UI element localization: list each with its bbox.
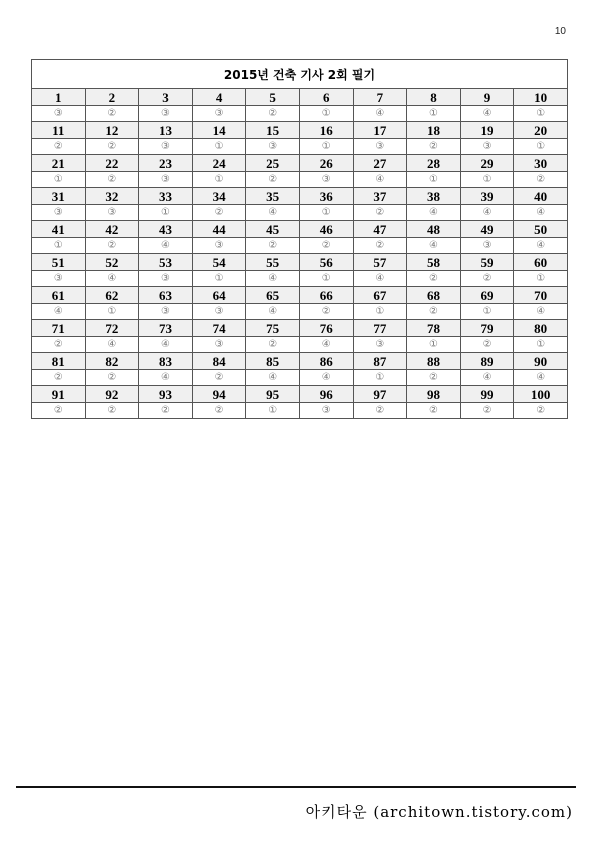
answer-cell: ③ (192, 106, 246, 122)
question-number: 84 (192, 353, 246, 370)
table-title: 2015년 건축 기사 2회 필기 (32, 60, 568, 89)
question-number: 40 (514, 188, 568, 205)
answer-cell: ③ (460, 238, 514, 254)
answer-cell: ③ (85, 205, 139, 221)
question-number: 55 (246, 254, 300, 271)
question-number-row (32, 188, 568, 205)
question-number: 54 (192, 254, 246, 271)
answer-cell: ② (85, 370, 139, 386)
answer-cell: ① (299, 106, 353, 122)
question-number: 18 (407, 122, 461, 139)
answer-cell: ④ (85, 337, 139, 353)
question-number: 3 (139, 89, 193, 106)
answer-cell: ④ (353, 271, 407, 287)
question-number: 90 (514, 353, 568, 370)
answer-cell: ④ (460, 106, 514, 122)
footer-rule (16, 786, 576, 788)
question-number: 69 (460, 287, 514, 304)
answer-cell: ④ (246, 370, 300, 386)
answer-cell: ① (192, 139, 246, 155)
answer-cell: ② (407, 403, 461, 419)
answer-cell: ① (85, 304, 139, 320)
answer-cell: ④ (246, 205, 300, 221)
answer-cell: ② (353, 403, 407, 419)
question-number: 47 (353, 221, 407, 238)
question-number: 64 (192, 287, 246, 304)
answer-cell: ① (407, 106, 461, 122)
question-number: 66 (299, 287, 353, 304)
question-number: 56 (299, 254, 353, 271)
question-number: 53 (139, 254, 193, 271)
answer-cell: ④ (460, 205, 514, 221)
answer-cell: ④ (85, 271, 139, 287)
question-number: 25 (246, 155, 300, 172)
answer-cell: ① (514, 271, 568, 287)
answer-row (32, 238, 568, 254)
question-number: 34 (192, 188, 246, 205)
answer-cell: ① (192, 271, 246, 287)
answer-row (32, 271, 568, 287)
question-number: 83 (139, 353, 193, 370)
question-number-row (32, 320, 568, 337)
answer-cell: ① (407, 337, 461, 353)
answer-cell: ③ (192, 337, 246, 353)
answer-cell: ③ (32, 106, 86, 122)
answer-cell: ① (299, 139, 353, 155)
question-number: 95 (246, 386, 300, 403)
question-number: 86 (299, 353, 353, 370)
answer-cell: ② (407, 271, 461, 287)
question-number: 28 (407, 155, 461, 172)
answer-cell: ③ (139, 139, 193, 155)
answer-cell: ② (299, 304, 353, 320)
question-number: 78 (407, 320, 461, 337)
question-number: 98 (407, 386, 461, 403)
question-number-row (32, 122, 568, 139)
question-number: 88 (407, 353, 461, 370)
question-number: 93 (139, 386, 193, 403)
question-number: 37 (353, 188, 407, 205)
answer-cell: ④ (514, 205, 568, 221)
question-number: 31 (32, 188, 86, 205)
question-number: 35 (246, 188, 300, 205)
question-number: 59 (460, 254, 514, 271)
answer-cell: ④ (299, 370, 353, 386)
question-number: 46 (299, 221, 353, 238)
question-number: 76 (299, 320, 353, 337)
answer-row (32, 403, 568, 419)
question-number-row (32, 386, 568, 403)
answer-cell: ② (460, 403, 514, 419)
question-number: 36 (299, 188, 353, 205)
answer-cell: ④ (139, 370, 193, 386)
question-number: 44 (192, 221, 246, 238)
answer-cell: ④ (246, 304, 300, 320)
question-number: 16 (299, 122, 353, 139)
question-number: 68 (407, 287, 461, 304)
answer-cell: ④ (514, 370, 568, 386)
question-number: 27 (353, 155, 407, 172)
answer-cell: ① (32, 238, 86, 254)
question-number: 79 (460, 320, 514, 337)
question-number: 23 (139, 155, 193, 172)
page-number: 10 (554, 26, 566, 37)
answer-cell: ② (192, 403, 246, 419)
answer-cell: ② (85, 403, 139, 419)
question-number: 80 (514, 320, 568, 337)
question-number: 26 (299, 155, 353, 172)
question-number: 65 (246, 287, 300, 304)
question-number: 75 (246, 320, 300, 337)
answer-cell: ④ (353, 106, 407, 122)
question-number: 99 (460, 386, 514, 403)
answer-cell: ② (514, 172, 568, 188)
question-number: 63 (139, 287, 193, 304)
question-number: 50 (514, 221, 568, 238)
question-number: 5 (246, 89, 300, 106)
question-number: 29 (460, 155, 514, 172)
question-number: 70 (514, 287, 568, 304)
answer-cell: ③ (299, 172, 353, 188)
question-number: 42 (85, 221, 139, 238)
answer-row (32, 370, 568, 386)
question-number: 24 (192, 155, 246, 172)
answer-cell: ④ (460, 370, 514, 386)
answer-cell: ④ (139, 238, 193, 254)
answer-cell: ① (460, 304, 514, 320)
answer-cell: ③ (32, 205, 86, 221)
question-number: 41 (32, 221, 86, 238)
question-number: 14 (192, 122, 246, 139)
answer-row (32, 172, 568, 188)
answer-cell: ③ (139, 106, 193, 122)
question-number: 71 (32, 320, 86, 337)
answer-cell: ④ (407, 205, 461, 221)
question-number-row (32, 89, 568, 106)
answer-cell: ② (246, 337, 300, 353)
question-number: 58 (407, 254, 461, 271)
answer-cell: ② (192, 205, 246, 221)
question-number: 81 (32, 353, 86, 370)
question-number: 4 (192, 89, 246, 106)
answer-cell: ① (353, 304, 407, 320)
answer-cell: ② (139, 403, 193, 419)
question-number: 73 (139, 320, 193, 337)
answer-cell: ② (32, 139, 86, 155)
answer-row (32, 205, 568, 221)
question-number: 39 (460, 188, 514, 205)
answer-cell: ③ (192, 238, 246, 254)
answer-cell: ① (32, 172, 86, 188)
question-number: 9 (460, 89, 514, 106)
answer-cell: ② (353, 205, 407, 221)
answer-row (32, 337, 568, 353)
question-number: 22 (85, 155, 139, 172)
answer-cell: ③ (139, 271, 193, 287)
question-number: 51 (32, 254, 86, 271)
answer-cell: ② (246, 172, 300, 188)
question-number: 43 (139, 221, 193, 238)
answer-cell: ① (460, 172, 514, 188)
question-number: 89 (460, 353, 514, 370)
answer-cell: ④ (353, 172, 407, 188)
answer-cell: ④ (299, 337, 353, 353)
answer-cell: ④ (139, 337, 193, 353)
question-number: 77 (353, 320, 407, 337)
answer-cell: ① (514, 139, 568, 155)
answer-cell: ① (299, 205, 353, 221)
question-number: 21 (32, 155, 86, 172)
question-number: 57 (353, 254, 407, 271)
question-number: 74 (192, 320, 246, 337)
question-number: 11 (32, 122, 86, 139)
answer-row (32, 139, 568, 155)
answer-cell: ② (460, 337, 514, 353)
answer-cell: ② (85, 172, 139, 188)
answer-cell: ③ (32, 271, 86, 287)
question-number: 49 (460, 221, 514, 238)
question-number: 15 (246, 122, 300, 139)
question-number: 82 (85, 353, 139, 370)
question-number-row (32, 155, 568, 172)
answer-cell: ② (32, 337, 86, 353)
answer-cell: ② (246, 106, 300, 122)
question-number-row (32, 221, 568, 238)
answer-cell: ① (353, 370, 407, 386)
answer-cell: ② (85, 139, 139, 155)
answer-cell: ④ (514, 304, 568, 320)
answer-cell: ② (85, 106, 139, 122)
answer-cell: ② (85, 238, 139, 254)
question-number: 67 (353, 287, 407, 304)
question-number: 96 (299, 386, 353, 403)
answer-cell: ④ (246, 271, 300, 287)
question-number: 52 (85, 254, 139, 271)
question-number: 33 (139, 188, 193, 205)
question-number: 32 (85, 188, 139, 205)
answer-table (31, 59, 568, 419)
footer-text: 아키타운 (architown.tistory.com) (305, 803, 573, 821)
question-number: 30 (514, 155, 568, 172)
question-number: 7 (353, 89, 407, 106)
question-number-row (32, 287, 568, 304)
answer-cell: ① (407, 172, 461, 188)
answer-cell: ① (139, 205, 193, 221)
question-number: 100 (514, 386, 568, 403)
answer-row (32, 106, 568, 122)
answer-cell: ② (353, 238, 407, 254)
answer-cell: ② (246, 238, 300, 254)
question-number: 48 (407, 221, 461, 238)
answer-cell: ② (407, 139, 461, 155)
question-number: 2 (85, 89, 139, 106)
question-number: 60 (514, 254, 568, 271)
question-number: 94 (192, 386, 246, 403)
question-number: 8 (407, 89, 461, 106)
answer-cell: ① (514, 337, 568, 353)
question-number: 92 (85, 386, 139, 403)
answer-cell: ① (192, 172, 246, 188)
answer-cell: ① (299, 271, 353, 287)
question-number: 10 (514, 89, 568, 106)
question-number: 20 (514, 122, 568, 139)
answer-cell: ④ (514, 238, 568, 254)
answer-cell: ③ (139, 304, 193, 320)
answer-cell: ② (32, 370, 86, 386)
answer-cell: ① (514, 106, 568, 122)
question-number: 72 (85, 320, 139, 337)
question-number: 6 (299, 89, 353, 106)
answer-cell: ③ (353, 337, 407, 353)
question-number: 19 (460, 122, 514, 139)
answer-cell: ③ (139, 172, 193, 188)
question-number: 91 (32, 386, 86, 403)
question-number-row (32, 254, 568, 271)
question-number: 17 (353, 122, 407, 139)
answer-cell: ③ (299, 403, 353, 419)
question-number: 61 (32, 287, 86, 304)
question-number-row (32, 353, 568, 370)
question-number: 87 (353, 353, 407, 370)
answer-cell: ② (407, 370, 461, 386)
answer-cell: ② (460, 271, 514, 287)
answer-cell: ③ (353, 139, 407, 155)
title-row (32, 60, 568, 89)
answer-cell: ② (299, 238, 353, 254)
answer-cell: ② (514, 403, 568, 419)
answer-cell: ③ (246, 139, 300, 155)
answer-cell: ② (32, 403, 86, 419)
answer-cell: ② (192, 370, 246, 386)
answer-cell: ④ (32, 304, 86, 320)
answer-cell: ④ (407, 238, 461, 254)
answer-cell: ② (407, 304, 461, 320)
question-number: 13 (139, 122, 193, 139)
question-number: 97 (353, 386, 407, 403)
answer-row (32, 304, 568, 320)
answer-cell: ① (246, 403, 300, 419)
answer-cell: ③ (192, 304, 246, 320)
question-number: 85 (246, 353, 300, 370)
question-number: 12 (85, 122, 139, 139)
answer-cell: ③ (460, 139, 514, 155)
question-number: 1 (32, 89, 86, 106)
question-number: 62 (85, 287, 139, 304)
question-number: 38 (407, 188, 461, 205)
question-number: 45 (246, 221, 300, 238)
